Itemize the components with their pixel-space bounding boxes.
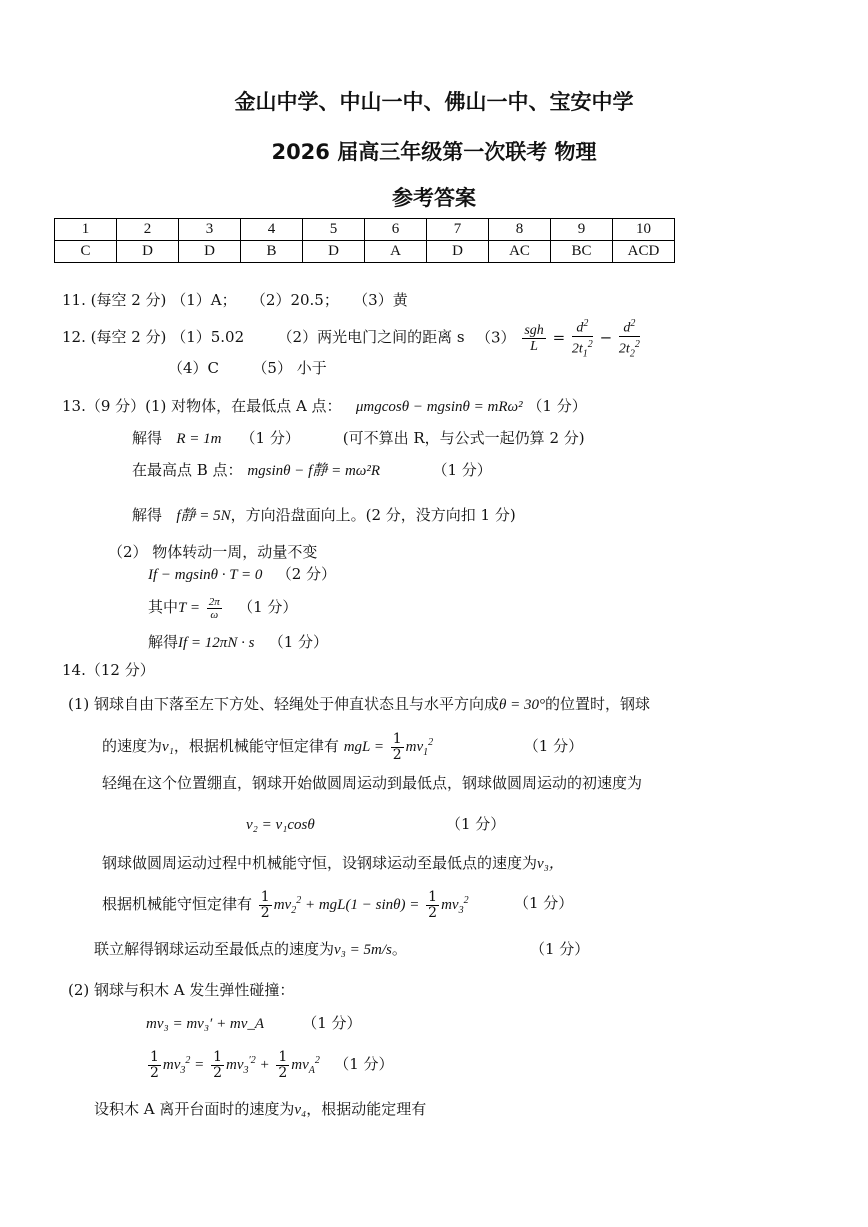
q13-text-4: 解得 [132,506,163,524]
q12-answer-3: （3） [476,328,516,347]
q14-text-1: (1) 钢球自由下落至左下方处、轻绳处于伸直状态且与水平方向成 [68,695,500,713]
answer-cell: D [117,241,179,263]
q14-label: 14.（12 分） [62,661,155,679]
q14-frac-half-a: $\frac{1}{2}$ [260,888,270,921]
q12-answer-2: （2）两光电门之间的距离 s [277,328,465,346]
answer-cell: A [365,241,427,263]
q13-line-3 [132,460,492,481]
q14-points-10: （1 分） [334,1055,394,1073]
q14-text-2: 的速度为 [102,737,163,755]
q14-text-6: 根据机械能守恒定律有 [102,895,253,913]
q14-v4: v₄ [294,1102,307,1118]
q13-eq-3: mgsinθ − f静 = mω²R [247,463,381,479]
q11-answer-1: （1）A； [171,291,237,309]
q14-text-7b: 。 [391,940,407,958]
q12-frac-sgh: $\frac{\text{sgh}}{L}$ [524,323,544,355]
q13-eq-4: f静 = 5N [176,508,231,524]
q14-points-6: （1 分） [514,894,574,912]
question-number: 10 [613,219,675,241]
q13-eq-2: R = 1m [176,431,222,447]
answer-cell: AC [489,241,551,263]
answer-cell: ACD [613,241,675,263]
q13-line-4 [132,505,516,526]
q14-points-9: （1 分） [302,1014,362,1032]
q13-eq-8: If = 12πN · s [178,635,255,651]
q13-line-2 [132,428,585,449]
q12-answer-4: （4）C [168,359,220,377]
q13-frac-period: $\frac{2\pi}{\omega}$ [208,595,220,621]
answer-key-subtitle: 参考答案 [392,186,476,210]
question-number: 4 [241,219,303,241]
q14-frac-half-e: $\frac{1}{2}$ [278,1048,288,1081]
q14-points-2: （1 分） [523,737,584,755]
q14-line-10: $\frac{1}{2}$ $mv_3^2$ = $\frac{1}{2}$ $mv_3^{'2}$ + $\frac{1}{2}$ $mv_A^2$ （1 分） [150,1048,394,1081]
q13-text-7: 其中 [148,598,179,616]
exam-title: 2026 届高三年级第一次联考 物理 [271,140,597,164]
q13-text-8: 解得 [148,633,179,651]
q13-points-7: （1 分） [238,598,298,616]
q14-line-2: 的速度为v₁，根据机械能守恒定律有 mgL = $\frac{1}{2}$ $mv_1^2$ （1 分） [102,730,584,763]
q12-answer-1: （1）5.02 [171,328,245,346]
q14-v3: v₃， [537,856,564,872]
question-number: 7 [427,219,489,241]
q13-points-1: （1 分） [527,397,587,415]
q12-line-2 [168,358,327,378]
question-number: 2 [117,219,179,241]
question-number: 5 [303,219,365,241]
q13-text-4b: ，方向沿盘面向上。(2 分，没方向扣 1 分) [230,506,516,524]
q14-line-5 [102,853,564,874]
q14-points-4: （1 分） [446,815,506,833]
q14-eq-2: mgL = [343,739,384,755]
q14-line-7 [94,939,407,960]
q14-text-5: 钢球做圆周运动过程中机械能守恒，设钢球运动至最低点的速度为 [102,854,538,872]
answer-cell: D [303,241,365,263]
q14-eq-9: mv₃ = mv₃′ + mv_A [146,1016,265,1032]
q13-line-8 [148,632,328,653]
q13-text-1: 13.（9 分）(1) 对物体，在最低点 A 点： [62,397,342,415]
q14-text-11b: ，根据动能定理有 [306,1100,427,1118]
q14-line-4 [246,814,315,835]
q14-v1: v₁ [162,739,174,755]
q14-line-8: (2) 钢球与积木 A 发生弹性碰撞： [68,981,295,999]
q13-line-6 [148,564,336,585]
q12-frac-t1: $\frac{d^2}{2t_1^2}$ [571,318,593,360]
q14-line-1 [68,694,650,715]
question-number: 6 [365,219,427,241]
q14-points-7: （1 分） [530,940,590,958]
q13-points-8: （1 分） [268,633,329,651]
q12-formula-line: （3） $\frac{\text{sgh}}{L}$ = $\frac{d^2}{2t_1^2}$ − $\frac{d^2}{2t_2^2}$ [476,318,640,360]
question-number: 1 [55,219,117,241]
q12-frac-t2: $\frac{d^2}{2t_2^2}$ [618,318,640,360]
q13-points-6: （2 分） [276,565,337,583]
q13-note-2: (可不算出 R，与公式一起仍算 2 分) [342,429,585,447]
q13-line-5: （2） 物体转动一周，动量不变 [108,543,318,561]
question-number: 9 [551,219,613,241]
q14-line-3: 轻绳在这个位置绷直，钢球开始做圆周运动到最低点，钢球做圆周运动的初速度为 [102,774,643,792]
q14-eq-7: v₃ = 5m/s [334,942,392,958]
q14-text-11: 设积木 A 离开台面时的速度为 [94,1100,295,1118]
school-names-heading: 金山中学、中山一中、佛山一中、宝安中学 [234,90,634,114]
q11-line [62,290,408,310]
q13-text-3: 在最高点 B 点： [132,461,243,479]
answer-table [54,218,675,263]
q14-line-11 [94,1099,426,1120]
q14-line-6: 根据机械能守恒定律有 $\frac{1}{2}$ $mv_2^2 + mgL(1 - \sin\theta)$ = $\frac{1}{2}$ $mv_3^2$ [102,888,469,921]
q14-frac-half-c: $\frac{1}{2}$ [150,1048,159,1081]
q13-line-1 [62,396,587,417]
q12-answer-5: （5） 小于 [252,359,327,377]
question-number: 3 [179,219,241,241]
q14-line-9 [146,1013,362,1034]
q14-text-7: 联立解得钢球运动至最低点的速度为 [94,940,335,958]
q14-eq-4: v₂ = v₁cosθ [246,817,315,833]
q14-text-1b: 的位置时，钢球 [545,695,651,713]
answer-cell: B [241,241,303,263]
table-row [55,241,675,263]
q11-answer-2: （2）20.5； [250,291,339,309]
q13-eq-6: If − mgsinθ · T = 0 [148,567,263,583]
q12-line [62,327,465,347]
q14-eq-1: θ = 30° [499,697,546,713]
answer-cell: C [55,241,117,263]
q12-label: 12. (每空 2 分) [62,328,167,346]
answer-cell: D [179,241,241,263]
question-number: 8 [489,219,551,241]
q11-answer-3: （3）黄 [353,291,408,309]
q13-line-7: 其中T = $\frac{2\pi}{\omega}$ （1 分） [148,595,298,621]
q13-points-3: （1 分） [432,461,492,479]
q13-text-2: 解得 [132,429,163,447]
q14-frac-half-b: $\frac{1}{2}$ [428,888,438,921]
answer-cell: D [427,241,489,263]
q14-frac-half: $\frac{1}{2}$ [392,730,402,763]
table-row [55,219,675,241]
q11-label: 11. (每空 2 分) [62,291,167,309]
q13-eq-1: μmgcosθ − mgsinθ = mRω² [355,399,523,415]
answer-cell: BC [551,241,613,263]
q14-text-2b: ，根据机械能守恒定律有 [173,737,339,755]
q13-points-2: （1 分） [240,429,300,447]
q14-frac-half-d: $\frac{1}{2}$ [213,1048,222,1081]
